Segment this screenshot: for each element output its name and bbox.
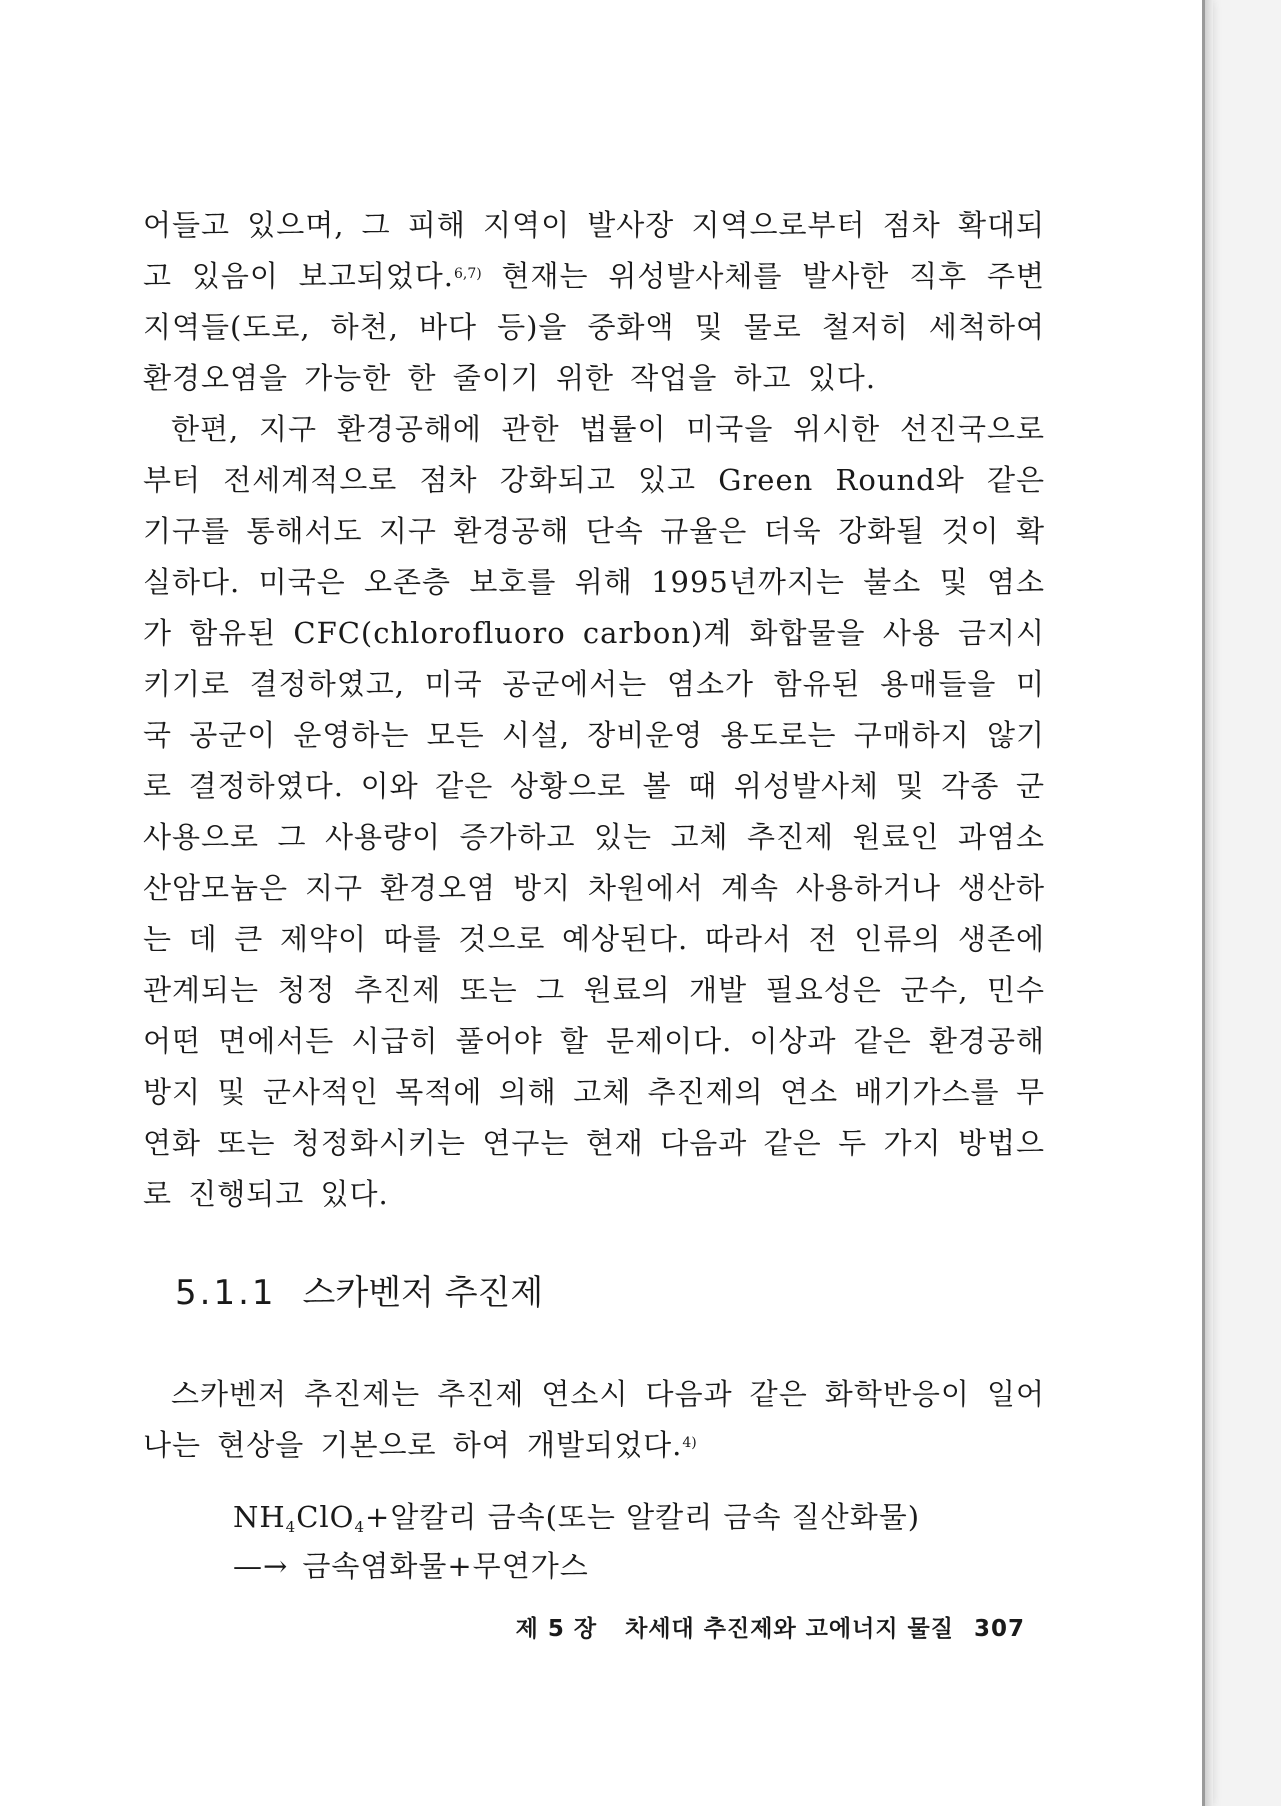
paragraph-3	[143, 1369, 1045, 1471]
equation-line-2	[233, 1544, 1045, 1588]
chemical-equation	[233, 1495, 1045, 1588]
citation-6-7: 6,7)	[453, 266, 482, 282]
section-heading	[175, 1268, 1045, 1319]
citation-4: 4)	[682, 1435, 697, 1451]
footer-title: 차세대 추진제와 고에너지 물질	[625, 1616, 954, 1642]
section-number: 5.1.1	[175, 1273, 277, 1313]
equation-clo: ClO	[296, 1500, 355, 1534]
page-number: 307	[973, 1616, 1025, 1642]
page-edge	[1205, 0, 1213, 1806]
page-footer	[470, 1610, 1025, 1643]
paragraph-1-text-a: 어들고 있으며, 그 피해 지역이 발사장 지역으로부터 점차 확대되고 있음이 보고되었다.	[143, 208, 1045, 293]
footer-chapter: 제 5 장	[515, 1616, 598, 1642]
equation-subscript-1: 4	[285, 1518, 297, 1536]
section-title: 스카벤저 추진제	[302, 1273, 544, 1313]
equation-nh: NH	[233, 1500, 286, 1534]
page-content	[143, 200, 1045, 1588]
paragraph-3-text: 스카벤저 추진제는 추진제 연소시 다음과 같은 화학반응이 일어나는 현상을 기본으로 하여 개발되었다.	[143, 1377, 1045, 1462]
paragraph-2: 한편, 지구 환경공해에 관한 법률이 미국을 위시한 선진국으로부터 전세계적으로 점차 강화되고 있고 Green Round와 같은 기구를 통해서도 지구 환경공해 단속 규율은 더욱 강화될 것이 확실하다. 미국은 오존층 보호를 위해 1995년까지는 불소 및 염소가 함유된 CFC(chlorofluoro carbon)계 화합물을 사용 금지시키기로 결정하였고, 미국 공군에서는 염소가 함유된 용매들을 미국 공군이 운영하는 모든 시설, 장비운영 용도로는 구매하지 않기로 결정하였다. 이와 같은 상황으로 볼 때 위성발사체 및 각종 군사용으로 그 사용량이 증가하고 있는 고체 추진제 원료인 과염소산암모늄은 지구 환경오염 방지 차원에서 계속 사용하거나 생산하는 데 큰 제약이 따를 것으로 예상된다. 따라서 전 인류의 생존에 관계되는 청정 추진제 또는 그 원료의 개발 필요성은 군수, 민수 어떤 면에서든 시급히 풀어야 할 문제이다. 이상과 같은 환경공해 방지 및 군사적인 목적에 의해 고체 추진제의 연소 배기가스를 무연화 또는 청정화시키는 연구는 현재 다음과 같은 두 가지 방법으로 진행되고 있다.	[143, 412, 1045, 1211]
reaction-arrow-icon: —→	[233, 1549, 289, 1583]
paragraph-1	[143, 200, 1045, 404]
equation-line-1	[233, 1495, 1045, 1544]
equation-products: 금속염화물+무연가스	[302, 1549, 589, 1583]
equation-subscript-2: 4	[354, 1518, 366, 1536]
paragraph-1-text-b: 현재는 위성발사체를 발사한 직후 주변 지역들(도로, 하천, 바다 등)을 중화액 및 물로 철저히 세척하여 환경오염을 가능한 한 줄이기 위한 작업을 하고 있다.	[143, 259, 1045, 395]
equation-reactants: +알칼리 금속(또는 알칼리 금속 질산화물)	[365, 1500, 921, 1534]
